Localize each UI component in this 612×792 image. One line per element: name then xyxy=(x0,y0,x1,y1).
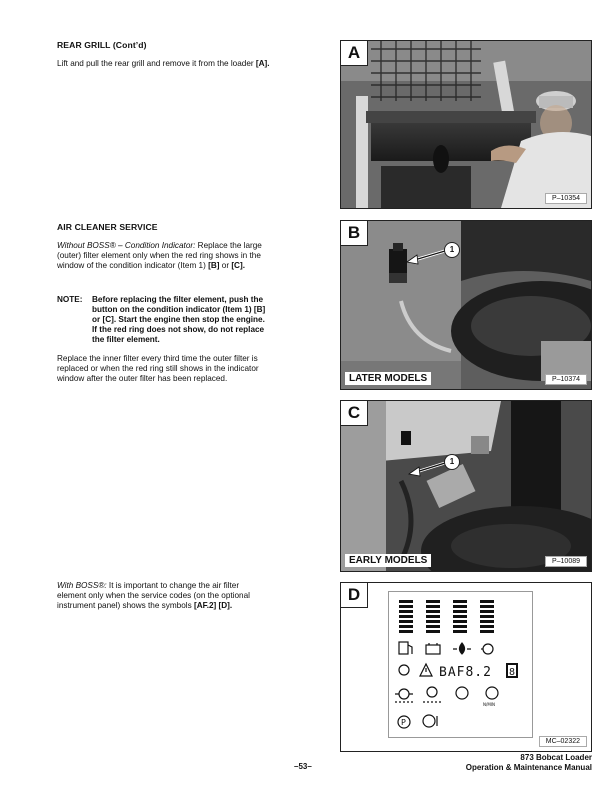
figure-a xyxy=(340,40,592,209)
item-1-callout: 1 xyxy=(444,454,460,470)
figure-letter: C xyxy=(341,401,368,426)
af2-code-display: ΒΑF8.2 xyxy=(439,665,492,680)
note-text: Before replacing the filter element, push the button on the condition indicator (Item 1) [B] or [C]. Start the engine then stop the engine. If the red ring does not show, do not replace the filter element. xyxy=(92,295,266,344)
condition-indicator-photo-later xyxy=(341,221,591,389)
figure-code: MC–02322 xyxy=(539,736,587,747)
figure-b xyxy=(340,220,592,390)
models-label: LATER MODELS xyxy=(345,372,431,385)
condition-indicator-photo-early xyxy=(341,401,591,571)
models-label: EARLY MODELS xyxy=(345,554,431,567)
nmin-label: N/MIN xyxy=(483,702,495,707)
figure-c xyxy=(340,400,592,572)
figure-letter: A xyxy=(341,41,368,66)
rear-grill-text: Lift and pull the rear grill and remove it from the loader [A]. xyxy=(57,59,270,68)
rear-grill-heading: REAR GRILL (Cont’d) xyxy=(57,40,147,50)
figure-letter: D xyxy=(341,583,368,608)
boss-paragraph: With BOSS®: It is important to change the air filter element only when the service codes (on the optional instrument panel) shows the symbols [AF.2] [D]. xyxy=(57,581,250,610)
rear-grill-photo xyxy=(341,41,591,208)
figure-code: P–10354 xyxy=(545,193,587,204)
manual-title: 873 Bobcat Loader Operation & Maintenance Manual xyxy=(465,753,592,772)
figure-code: P–10374 xyxy=(545,374,587,385)
page-number: –53– xyxy=(294,762,312,771)
digit-display: 8 xyxy=(509,667,516,678)
note-label: NOTE: xyxy=(57,295,83,304)
item-1-callout: 1 xyxy=(444,242,460,258)
air-cleaner-paragraph-1: Without BOSS® – Condition Indicator: Replace the large (outer) filter element only when the red ring shows in the window of the condition indicator (Item 1) [B] or [C]. xyxy=(57,241,262,270)
figure-letter: B xyxy=(341,221,368,246)
air-cleaner-heading: AIR CLEANER SERVICE xyxy=(57,222,158,232)
figure-d xyxy=(340,582,592,752)
air-cleaner-paragraph-2: Replace the inner filter every third time the outer filter is replaced or when the red ring still shows in the indicator window after the outer filter has been replaced. xyxy=(57,354,259,383)
instrument-panel-display xyxy=(388,591,533,738)
figure-code: P–10089 xyxy=(545,556,587,567)
svg-text:P: P xyxy=(401,718,406,727)
